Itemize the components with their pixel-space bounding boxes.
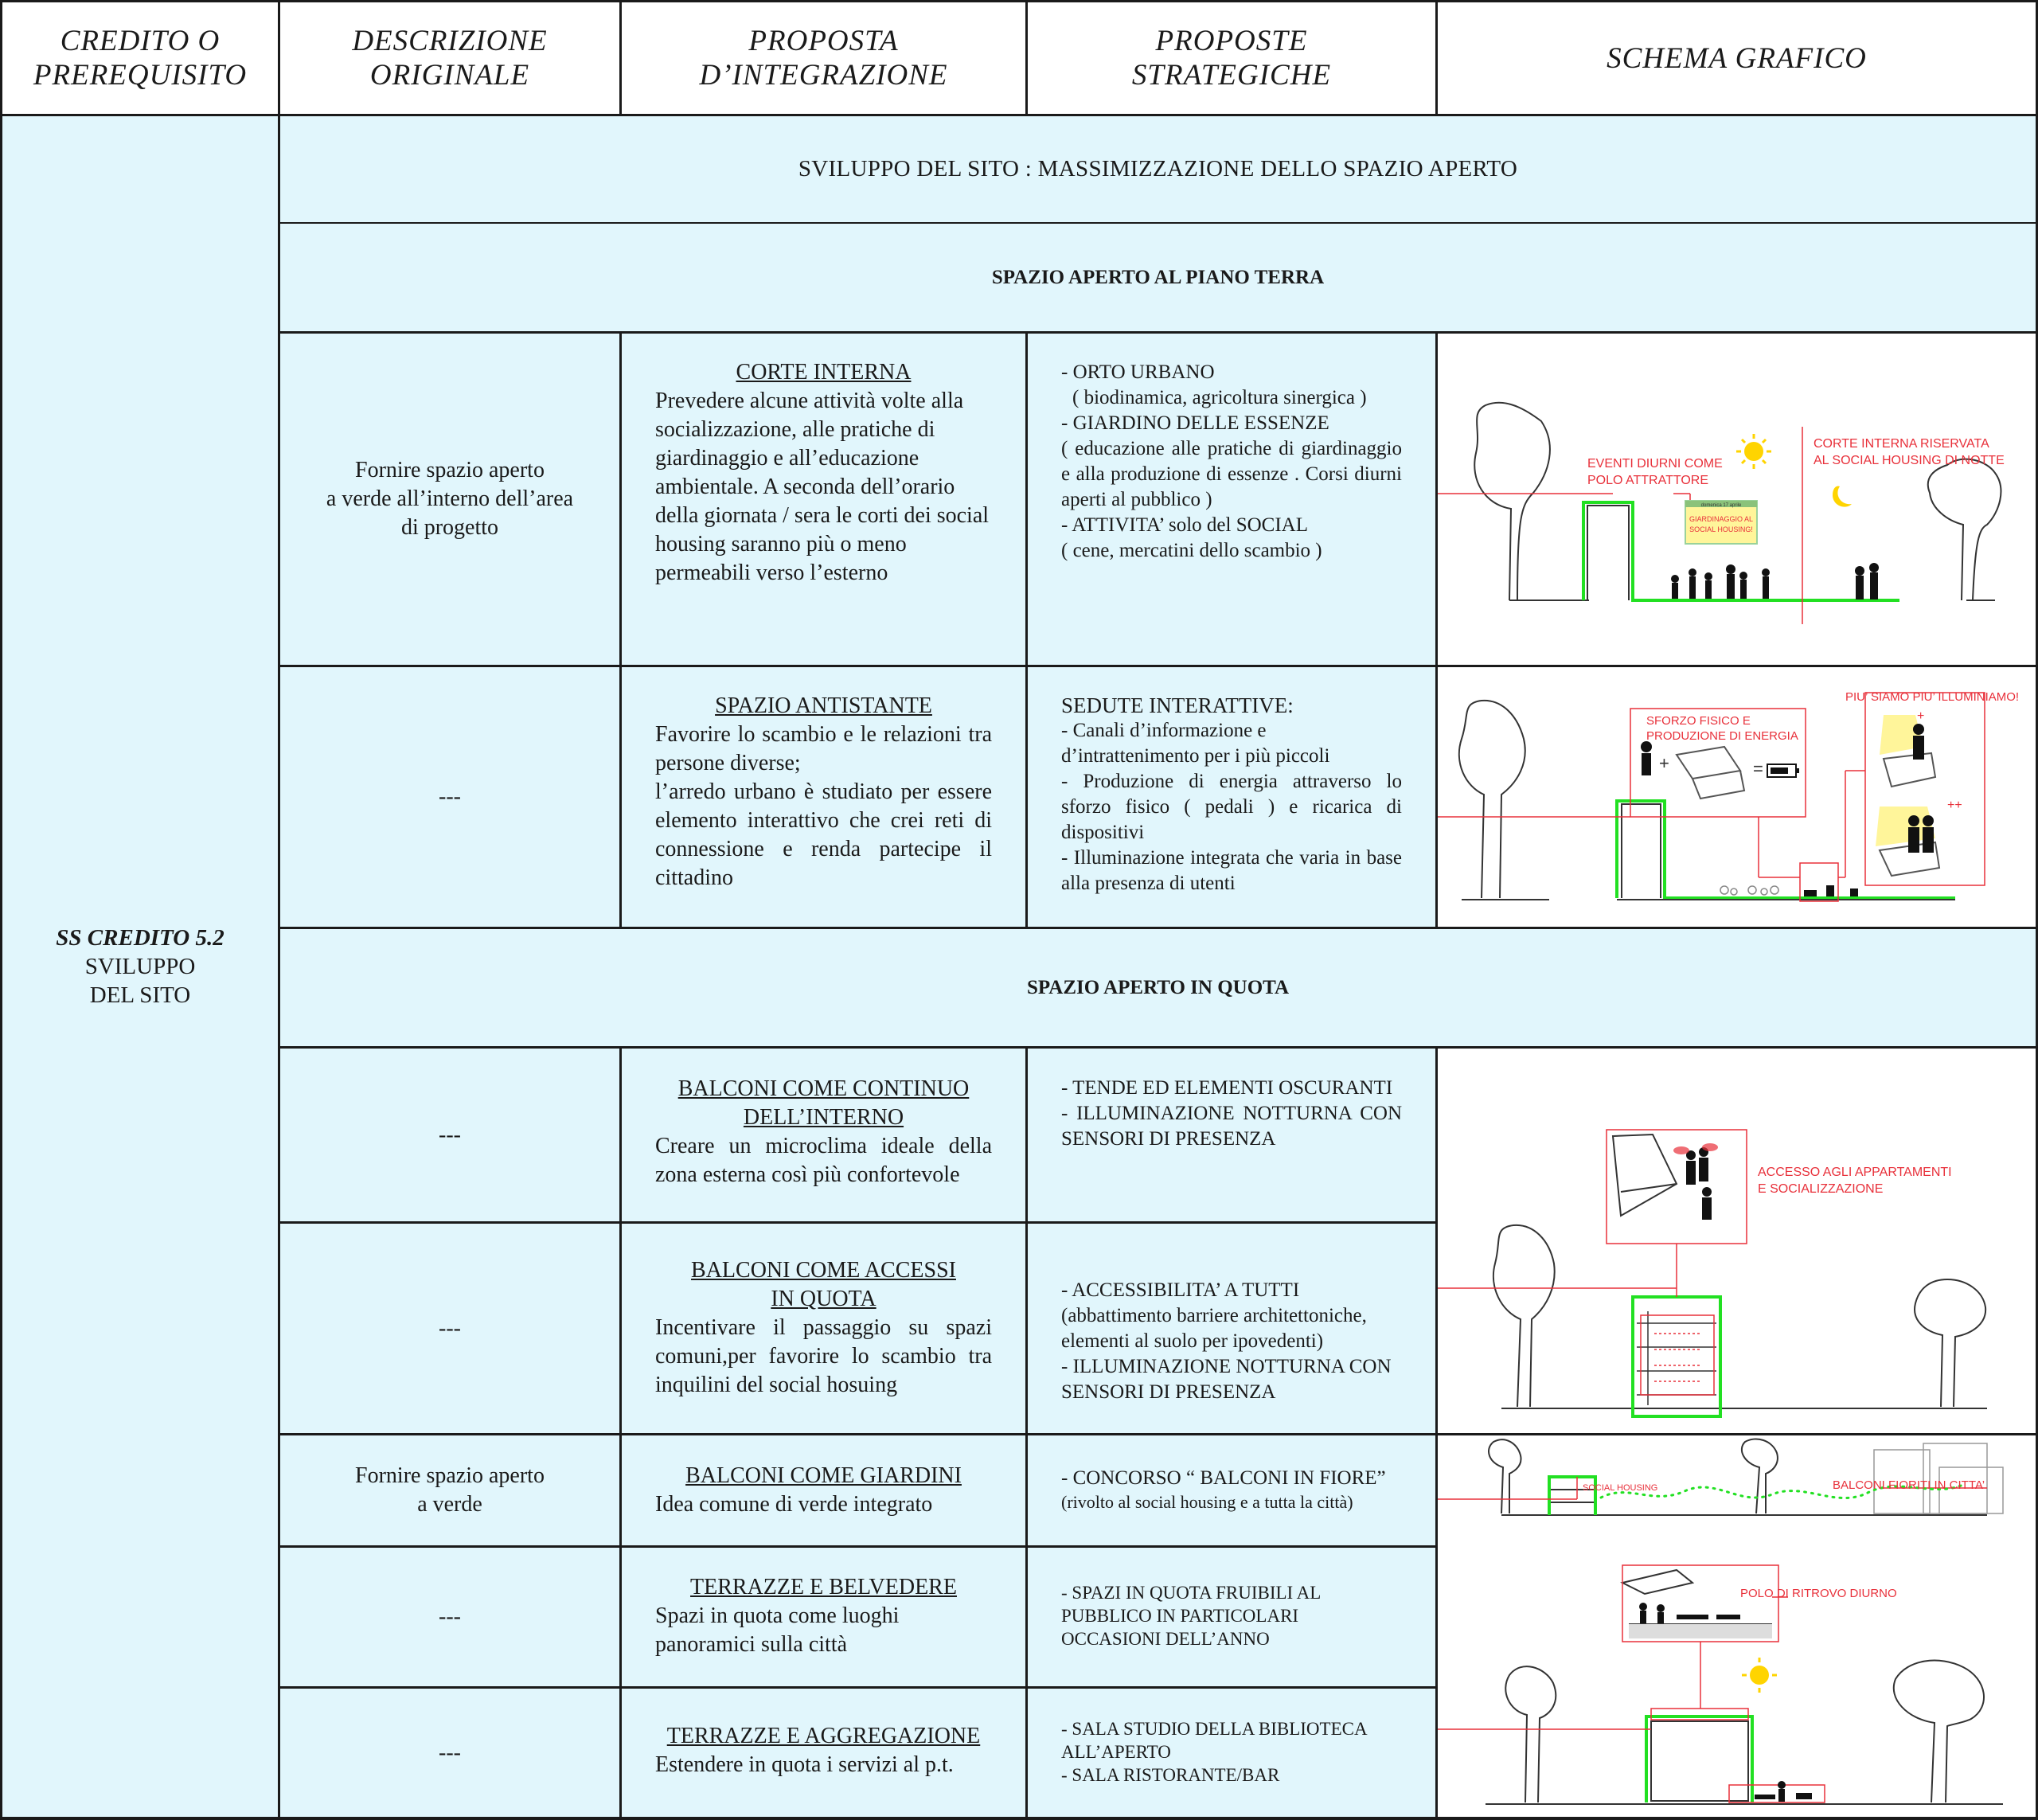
header-credito-l1: CREDITO O bbox=[60, 25, 221, 57]
d3-label-l2: E SOCIALIZZAZIONE bbox=[1758, 1182, 1884, 1196]
battery-icon bbox=[1767, 764, 1799, 777]
row1-strat-5: ( cene, mercatini dello scambio ) bbox=[1061, 540, 1322, 561]
credit-line2: SVILUPPO bbox=[84, 954, 196, 979]
row4-description: --- bbox=[439, 1315, 461, 1341]
row4-strat-0: - ACCESSIBILITA’ A TUTTI bbox=[1061, 1279, 1300, 1301]
tree-right-5 bbox=[1894, 1661, 1984, 1802]
row5-desc-l1: Fornire spazio aperto bbox=[355, 1463, 545, 1488]
row2-proposal-body-2: l’arredo urbano è studiato per essere elemento interattivo che crei reti di connessione e renda partecipe il cittadino bbox=[655, 779, 992, 890]
row2-description: --- bbox=[439, 784, 461, 809]
bench-silhouettes bbox=[1804, 885, 1858, 896]
row4-proposal bbox=[622, 1256, 1025, 1400]
row2-strat-0: SEDUTE INTERATTIVE: bbox=[1061, 693, 1294, 717]
row2-strat-1: - Canali d’informazione e d’intrattenimento per i più piccoli bbox=[1061, 720, 1330, 767]
apartment-callout-box bbox=[1607, 1130, 1747, 1244]
header-proposta-l1: PROPOSTA bbox=[748, 25, 899, 57]
tree-right-1 bbox=[1928, 459, 2001, 600]
d1-poster-l2: SOCIAL HOUSING! bbox=[1689, 525, 1753, 533]
row7-proposal-body: Estendere in quota i servizi al p.t. bbox=[655, 1752, 954, 1777]
row5-proposal bbox=[622, 1462, 1025, 1519]
access-arrows bbox=[1654, 1334, 1700, 1381]
header-proposta-l2: D’INTEGRAZIONE bbox=[699, 59, 948, 92]
row3-proposal bbox=[622, 1075, 1025, 1189]
header-strategiche-l1: PROPOSTE bbox=[1155, 25, 1308, 57]
d2-label-a-l1: SFORZO FISICO E bbox=[1646, 714, 1751, 728]
band-main-title: SVILUPPO DEL SITO : MASSIMIZZAZIONE DELLO SPAZIO APERTO bbox=[798, 156, 1518, 182]
band-quota-title: SPAZIO APERTO IN QUOTA bbox=[1026, 976, 1290, 998]
row1-desc-l1: Fornire spazio aperto bbox=[355, 458, 545, 482]
row6-proposal-body: Spazi in quota come luoghi panoramici sulla città bbox=[655, 1603, 900, 1657]
diagram-corte-interna bbox=[1438, 334, 2036, 665]
d1-label-b-l1: CORTE INTERNA RISERVATA bbox=[1814, 437, 1989, 451]
row1-desc-l2: a verde all’interno dell’area bbox=[326, 486, 574, 511]
row3-strategies bbox=[1028, 1076, 1435, 1152]
tree-left-1 bbox=[1474, 403, 1550, 600]
diagram-balconi-accessi bbox=[1438, 1049, 2036, 1433]
d2-plus-sign: + bbox=[1659, 753, 1669, 773]
d2-label-b: PIU’ SIAMO PIU’ ILLUMINIAMO! bbox=[1845, 690, 2020, 704]
credit-code: SS CREDITO 5.2 bbox=[56, 925, 224, 951]
header-descrizione-l1: DESCRIZIONE bbox=[352, 25, 548, 57]
d2-label-a-l2: PRODUZIONE DI ENERGIA bbox=[1646, 729, 1798, 743]
row2-strategies bbox=[1028, 693, 1435, 896]
row7-proposal-title: TERRAZZE E AGGREGAZIONE bbox=[666, 1724, 981, 1748]
row1-strat-4: - ATTIVITA’ solo del SOCIAL bbox=[1061, 514, 1308, 536]
row3-strat-0: - TENDE ED ELEMENTI OSCURANTI bbox=[1061, 1077, 1393, 1099]
row5-description bbox=[280, 1435, 619, 1545]
d1-poster-top: domenica 17 aprile bbox=[1700, 503, 1742, 508]
row1-strat-2: - GIARDINO DELLE ESSENZE bbox=[1061, 412, 1329, 434]
person-icon-energy bbox=[1641, 741, 1652, 775]
row4-proposal-title-1: BALCONI COME ACCESSI bbox=[691, 1258, 956, 1283]
header-schema-l1: SCHEMA GRAFICO bbox=[1607, 41, 1867, 75]
d5-label-visible: POLO DI RITROVO DIURNO bbox=[1740, 1587, 1897, 1600]
row1-proposal-title: CORTE INTERNA bbox=[736, 360, 912, 385]
tree-left-2 bbox=[1459, 701, 1525, 898]
header-strategiche-l2: STRATEGICHE bbox=[1131, 59, 1332, 92]
row1-strat-0: - ORTO URBANO bbox=[1061, 361, 1215, 383]
d4-label-b: BALCONI FIORITI IN CITTA’ bbox=[1833, 1478, 1985, 1492]
terrace-canopy bbox=[1622, 1570, 1692, 1594]
row5-proposal-title: BALCONI COME GIARDINI bbox=[685, 1463, 962, 1488]
row1-desc-l3: di progetto bbox=[400, 515, 499, 540]
row7-strategies bbox=[1028, 1717, 1435, 1787]
row6-proposal-title: TERRAZZE E BELVEDERE bbox=[690, 1575, 957, 1599]
d1-label-a-l1: EVENTI DIURNI COME bbox=[1587, 457, 1723, 471]
row4-proposal-title-2: IN QUOTA bbox=[771, 1287, 876, 1311]
row3-proposal-title-2: DELL’INTERNO bbox=[743, 1105, 904, 1130]
row6-strategies bbox=[1028, 1581, 1435, 1650]
diagram-spazio-antistante bbox=[1438, 667, 2036, 927]
row4-strat-1: (abbattimento barriere architettoniche, elementi al suolo per ipovedenti) bbox=[1061, 1305, 1367, 1352]
header-strategiche bbox=[1028, 2, 1435, 114]
credit-line3: DEL SITO bbox=[89, 982, 191, 1008]
d1-label-a-l2: POLO ATTRATTORE bbox=[1587, 474, 1709, 487]
row2-proposal-body-1: Favorire lo scambio e le relazioni tra persone diverse; bbox=[655, 722, 992, 775]
light-bench-1 bbox=[1880, 715, 1935, 787]
row6-proposal bbox=[622, 1573, 1025, 1659]
tree-left-5 bbox=[1505, 1666, 1556, 1802]
row2-proposal bbox=[622, 692, 1025, 892]
d4-label-a: SOCIAL HOUSING bbox=[1583, 1483, 1658, 1493]
diagram-terrazze bbox=[1438, 1548, 2036, 1817]
light-bench-2 bbox=[1876, 807, 1939, 876]
row4-proposal-body: Incentivare il passaggio su spazi comuni,per favorire lo scambio tra inquilini del social hosuing bbox=[655, 1315, 992, 1397]
row3-proposal-body: Creare un microclima ideale della zona esterna così più confortevole bbox=[655, 1134, 992, 1187]
d2-label-one: + bbox=[1917, 709, 1925, 723]
row2-strat-3: - Illuminazione integrata che varia in base alla presenza di utenti bbox=[1061, 847, 1402, 894]
row5-desc-l2: a verde bbox=[417, 1492, 482, 1517]
sun-icon-1 bbox=[1736, 434, 1771, 469]
row6-description: --- bbox=[439, 1604, 461, 1629]
d2-label-two: ++ bbox=[1947, 799, 1962, 812]
row1-strat-1: ( biodinamica, agricoltura sinergica ) bbox=[1072, 387, 1367, 408]
row5-proposal-body: Idea comune di verde integrato bbox=[655, 1492, 933, 1517]
row7-description: --- bbox=[439, 1740, 461, 1765]
row5-strategies bbox=[1028, 1466, 1435, 1513]
tree-mid-4 bbox=[1742, 1439, 1778, 1513]
tree-right-3 bbox=[1915, 1279, 1985, 1407]
row3-proposal-title-1: BALCONI COME CONTINUO bbox=[677, 1076, 970, 1101]
row5-strat-1: (rivolto al social housing e a tutta la città) bbox=[1061, 1492, 1353, 1512]
row3-strat-1: - ILLUMINAZIONE NOTTURNA CON SENSORI DI PRESENZA bbox=[1061, 1103, 1402, 1150]
d3-label-l1: ACCESSO AGLI APPARTAMENTI bbox=[1758, 1166, 1952, 1179]
row4-strategies bbox=[1028, 1278, 1435, 1405]
header-descrizione bbox=[280, 2, 619, 114]
tree-left-3 bbox=[1493, 1225, 1555, 1407]
header-credito bbox=[2, 2, 278, 114]
row1-proposal bbox=[622, 358, 1025, 588]
balcony-sketch bbox=[1613, 1135, 1677, 1216]
diagram-balconi-giardini bbox=[1438, 1435, 2036, 1545]
header-schema bbox=[1438, 2, 2036, 114]
row3-description: --- bbox=[439, 1122, 461, 1147]
row7-strat-1: - SALA RISTORANTE/BAR bbox=[1061, 1765, 1280, 1785]
moon-icon bbox=[1833, 486, 1852, 507]
sun-icon-2 bbox=[1742, 1658, 1777, 1693]
row1-proposal-body: Prevedere alcune attività volte alla socializzazione, alle pratiche di giardinaggio e all’educazione ambientale. A seconda dell’orario della giornata / sera le corti dei social housing saranno più o meno permeabili verso l’esterno bbox=[655, 389, 990, 585]
header-credito-l2: PREREQUISITO bbox=[33, 59, 248, 92]
row2-proposal-title: SPAZIO ANTISTANTE bbox=[715, 693, 932, 718]
row1-strat-3: ( educazione alle pratiche di giardinaggio e alla produzione di essenze . Corsi diurni aperti al pubblico ) bbox=[1061, 438, 1402, 510]
row5-strat-0: - CONCORSO “ BALCONI IN FIORE” bbox=[1061, 1467, 1386, 1489]
tree-left-4 bbox=[1489, 1439, 1521, 1513]
header-proposta bbox=[622, 2, 1025, 114]
row7-strat-0: - SALA STUDIO DELLA BIBLIOTECA ALL’APERTO bbox=[1061, 1719, 1367, 1762]
band-ground-title: SPAZIO APERTO AL PIANO TERRA bbox=[991, 266, 1325, 288]
row6-strat-0: - SPAZI IN QUOTA FRUIBILI AL PUBBLICO IN PARTICOLARI OCCASIONI DELL’ANNO bbox=[1061, 1583, 1321, 1649]
row1-description bbox=[280, 334, 619, 665]
pebbles bbox=[1720, 886, 1778, 895]
residents-silhouettes bbox=[1686, 1147, 1712, 1220]
header-descrizione-l2: ORIGINALE bbox=[369, 59, 530, 92]
credit-cell bbox=[2, 116, 278, 1817]
crowd-silhouettes bbox=[1671, 563, 1879, 600]
row7-proposal bbox=[622, 1722, 1025, 1779]
row2-strat-2: - Produzione di energia attraverso lo sforzo fisico ( pedali ) e ricarica di dispositivi bbox=[1061, 771, 1402, 843]
d1-poster-l1: GIARDINAGGIO AL bbox=[1689, 515, 1754, 523]
d2-equals-sign: = bbox=[1753, 759, 1763, 779]
row1-strategies bbox=[1028, 360, 1435, 564]
row4-strat-2: - ILLUMINAZIONE NOTTURNA CON SENSORI DI PRESENZA bbox=[1061, 1356, 1392, 1403]
bench-pedal-icon bbox=[1677, 747, 1744, 799]
d1-label-b-l2: AL SOCIAL HOUSING DI NOTTE bbox=[1814, 454, 2005, 467]
